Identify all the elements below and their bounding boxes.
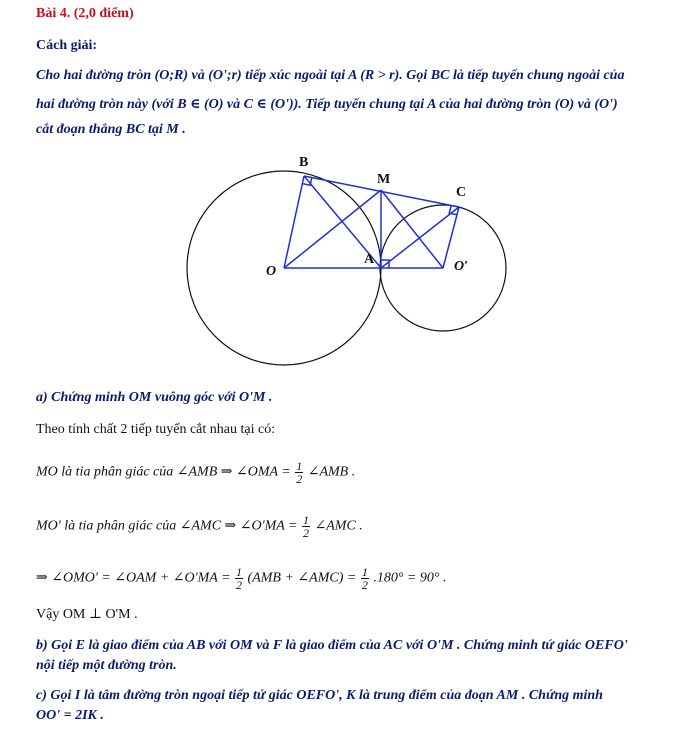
part-c-line-1: c) Gọi I là tâm đường tròn ngoại tiếp tứ giác OEFO', K là trung điểm của đoạn AM . Chứng minh [36,688,603,703]
part-a-heading: a) Chứng minh OM vuông góc với O'M . [36,390,273,405]
part-a-step-1: Theo tính chất 2 tiếp tuyến cắt nhau tại có: [36,422,276,437]
label-O-prime: O′ [454,259,469,274]
label-B: B [299,155,309,170]
part-a-conclusion: Vậy OM ⊥ O'M . [36,607,138,622]
fraction-half: $\frac{1}{2}$ [236,565,243,592]
segment-AC [381,207,459,268]
part-b-line-1: b) Gọi E là giao điểm của AB với OM và F là giao điểm của AC với O'M . Chứng minh tứ giác OEFO' [36,638,628,653]
label-C: C [456,185,467,200]
part-b-line-2: nội tiếp một đường tròn. [36,658,177,673]
fraction-half: $\frac{1}{2}$ [361,565,368,592]
method-heading: Cách giải: [36,38,98,53]
fraction-half: $\frac{1}{2}$ [296,459,303,486]
fraction-half: $\frac{1}{2}$ [303,513,310,540]
part-a-step-2: MO là tia phân giác của ∠AMB ⇒ ∠OMA = $\frac{1}{2}$ ∠AMB . [36,459,356,486]
intro-line-1: Cho hai đường tròn (O;R) và (O';r) tiếp xúc ngoài tại A (R > r). Gọi BC là tiếp tuyến chung ngoài của [36,68,625,83]
label-M: M [377,172,391,187]
problem-title: Bài 4. (2,0 điểm) [36,6,134,21]
label-O: O [266,264,277,279]
label-A: A [364,252,375,267]
intro-line-2: hai đường tròn này (với B ∈ (O) và C ∈ (O')). Tiếp tuyến chung tại A của hai đường tròn (O) và (O') [36,97,618,112]
part-a-step-4: ⇒ ∠OMO' = ∠OAM + ∠O'MA = $\frac{1}{2}$ (AMB + ∠AMC) = $\frac{1}{2}$ .180° = 90° . [36,565,447,592]
part-c-line-2: OO' = 2IK . [36,708,104,723]
intro-line-3: cắt đoạn thẳng BC tại M . [36,122,186,137]
part-a-step-3: MO' là tia phân giác của ∠AMC ⇒ ∠O'MA = $\frac{1}{2}$ ∠AMC . [36,513,363,540]
